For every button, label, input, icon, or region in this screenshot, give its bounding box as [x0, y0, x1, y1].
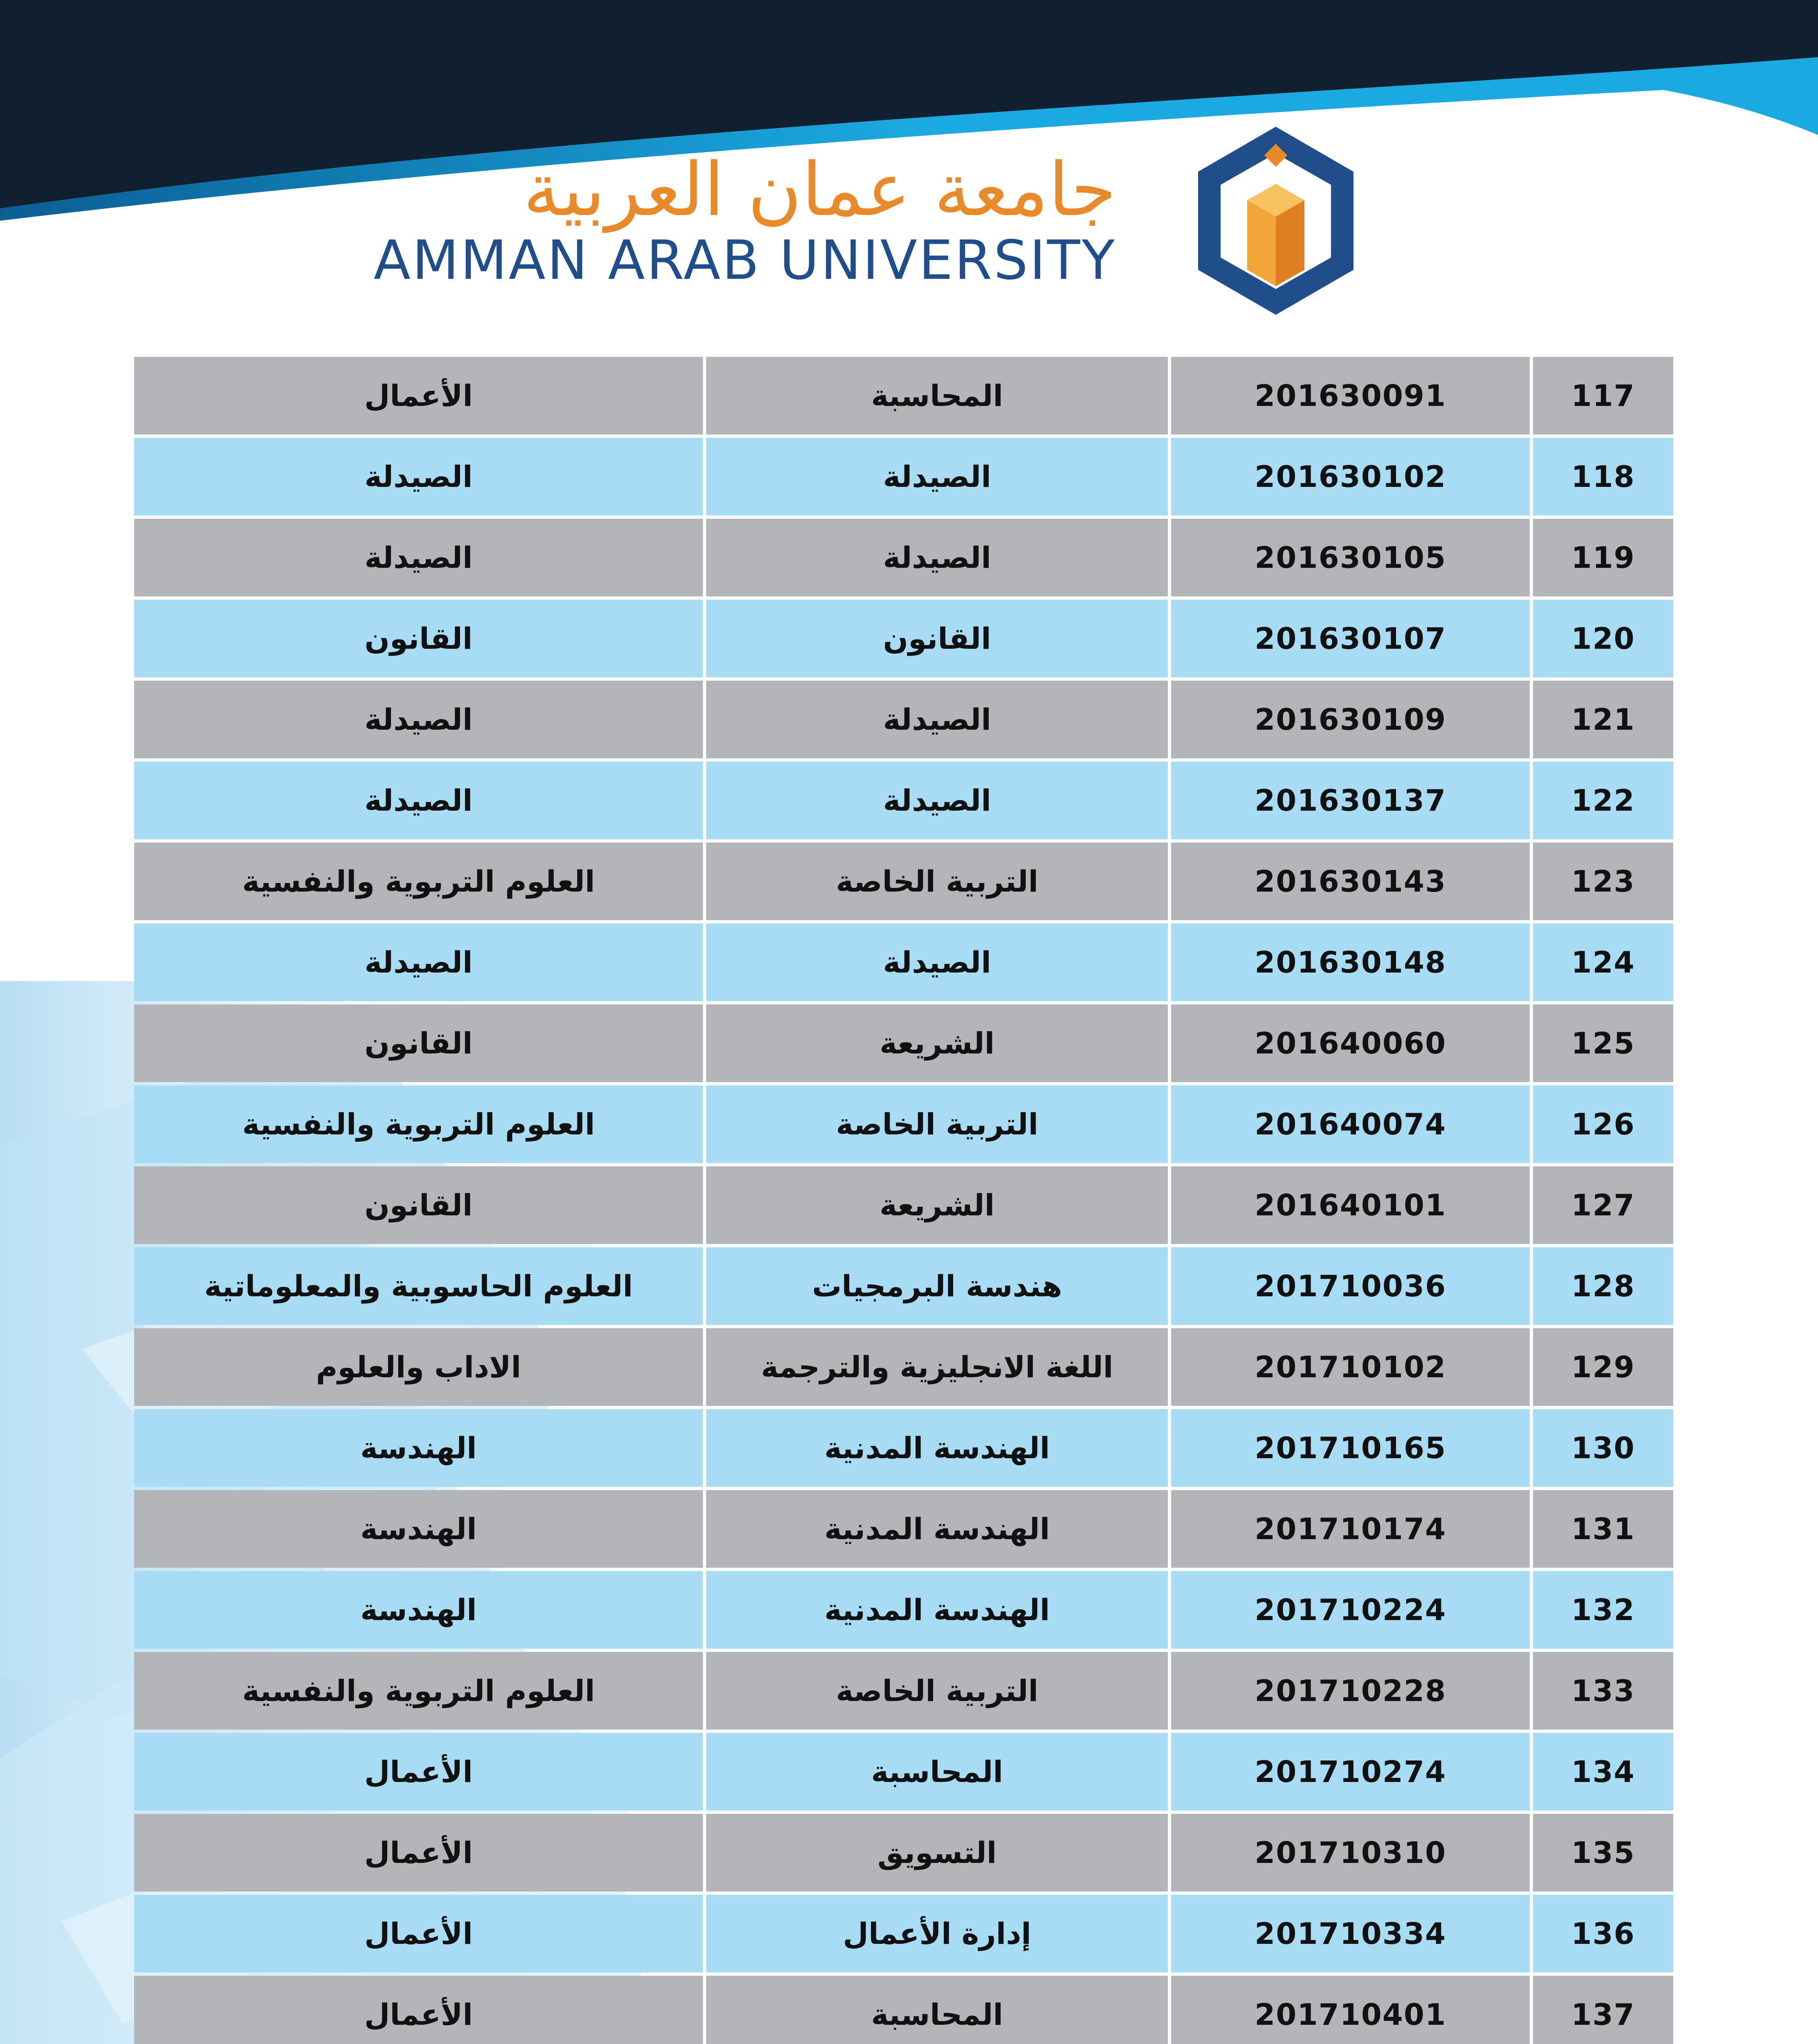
table-row: [134, 923, 1673, 1001]
table-row: [134, 1004, 1673, 1082]
row-number-cell: 123: [1533, 843, 1673, 920]
student-id-cell: 201640101: [1171, 1166, 1530, 1244]
student-id-cell: 201710102: [1171, 1328, 1530, 1406]
student-id-cell: 201710310: [1171, 1814, 1530, 1892]
table-row: [134, 1328, 1673, 1406]
major-cell: الشريعة: [706, 1166, 1168, 1244]
major-cell: إدارة الأعمال: [706, 1895, 1168, 1972]
faculty-cell: الصيدلة: [134, 681, 703, 758]
faculty-cell: الأعمال: [134, 1814, 703, 1892]
row-number-cell: 137: [1533, 1976, 1673, 2044]
major-cell: اللغة الانجليزية والترجمة: [706, 1328, 1168, 1406]
student-id-cell: 201710174: [1171, 1490, 1530, 1568]
table-row: [134, 438, 1673, 515]
major-cell: التربية الخاصة: [706, 843, 1168, 920]
table-row: [134, 1733, 1673, 1811]
row-number-cell: 134: [1533, 1733, 1673, 1811]
student-id-cell: 201630148: [1171, 923, 1530, 1001]
row-number-cell: 124: [1533, 923, 1673, 1001]
row-number-cell: 125: [1533, 1004, 1673, 1082]
major-cell: التربية الخاصة: [706, 1652, 1168, 1730]
row-number-cell: 129: [1533, 1328, 1673, 1406]
major-cell: الهندسة المدنية: [706, 1571, 1168, 1649]
logo-english-name: AMMAN ARAB UNIVERSITY: [373, 229, 1116, 292]
student-id-cell: 201640060: [1171, 1004, 1530, 1082]
major-cell: المحاسبة: [706, 357, 1168, 435]
row-number-cell: 127: [1533, 1166, 1673, 1244]
student-id-cell: 201710401: [1171, 1976, 1530, 2044]
row-number-cell: 118: [1533, 438, 1673, 515]
table-row: [134, 843, 1673, 920]
row-number-cell: 130: [1533, 1409, 1673, 1487]
faculty-cell: الصيدلة: [134, 438, 703, 515]
major-cell: الشريعة: [706, 1004, 1168, 1082]
major-cell: الصيدلة: [706, 923, 1168, 1001]
faculty-cell: القانون: [134, 600, 703, 677]
faculty-cell: الأعمال: [134, 1733, 703, 1811]
major-cell: الصيدلة: [706, 519, 1168, 596]
row-number-cell: 128: [1533, 1247, 1673, 1325]
faculty-cell: القانون: [134, 1166, 703, 1244]
faculty-cell: الهندسة: [134, 1490, 703, 1568]
students-table: [131, 354, 1677, 2044]
table-row: [134, 1247, 1673, 1325]
table-row: [134, 600, 1673, 677]
table-row: [134, 1085, 1673, 1163]
table-row: [134, 519, 1673, 596]
student-id-cell: 201710274: [1171, 1733, 1530, 1811]
table-row: [134, 1490, 1673, 1568]
table-row: [134, 681, 1673, 758]
table-row: [134, 1895, 1673, 1972]
logo-arabic-name: جامعة عمان العربية: [523, 147, 1116, 233]
student-id-cell: 201630109: [1171, 681, 1530, 758]
faculty-cell: القانون: [134, 1004, 703, 1082]
faculty-cell: الصيدلة: [134, 762, 703, 839]
row-number-cell: 132: [1533, 1571, 1673, 1649]
faculty-cell: الأعمال: [134, 1895, 703, 1972]
major-cell: التربية الخاصة: [706, 1085, 1168, 1163]
row-number-cell: 117: [1533, 357, 1673, 435]
table-row: [134, 1814, 1673, 1892]
faculty-cell: الهندسة: [134, 1571, 703, 1649]
row-number-cell: 122: [1533, 762, 1673, 839]
row-number-cell: 121: [1533, 681, 1673, 758]
row-number-cell: 119: [1533, 519, 1673, 596]
faculty-cell: الصيدلة: [134, 519, 703, 596]
faculty-cell: العلوم التربوية والنفسية: [134, 1652, 703, 1730]
major-cell: التسويق: [706, 1814, 1168, 1892]
row-number-cell: 136: [1533, 1895, 1673, 1972]
faculty-cell: الأعمال: [134, 357, 703, 435]
table-row: [134, 1652, 1673, 1730]
row-number-cell: 131: [1533, 1490, 1673, 1568]
university-logo: [373, 123, 1362, 327]
faculty-cell: العلوم التربوية والنفسية: [134, 843, 703, 920]
row-number-cell: 135: [1533, 1814, 1673, 1892]
faculty-cell: العلوم الحاسوبية والمعلوماتية: [134, 1247, 703, 1325]
major-cell: الصيدلة: [706, 438, 1168, 515]
student-id-cell: 201630091: [1171, 357, 1530, 435]
major-cell: الصيدلة: [706, 762, 1168, 839]
student-id-cell: 201630105: [1171, 519, 1530, 596]
table-row: [134, 762, 1673, 839]
row-number-cell: 126: [1533, 1085, 1673, 1163]
student-id-cell: 201710036: [1171, 1247, 1530, 1325]
major-cell: الهندسة المدنية: [706, 1409, 1168, 1487]
student-id-cell: 201630137: [1171, 762, 1530, 839]
student-id-cell: 201710224: [1171, 1571, 1530, 1649]
major-cell: الصيدلة: [706, 681, 1168, 758]
row-number-cell: 120: [1533, 600, 1673, 677]
major-cell: المحاسبة: [706, 1733, 1168, 1811]
student-id-cell: 201710165: [1171, 1409, 1530, 1487]
faculty-cell: الهندسة: [134, 1409, 703, 1487]
logo-emblem-icon: [1190, 123, 1362, 319]
major-cell: المحاسبة: [706, 1976, 1168, 2044]
major-cell: هندسة البرمجيات: [706, 1247, 1168, 1325]
student-id-cell: 201710228: [1171, 1652, 1530, 1730]
faculty-cell: الأعمال: [134, 1976, 703, 2044]
student-id-cell: 201710334: [1171, 1895, 1530, 1972]
major-cell: القانون: [706, 600, 1168, 677]
faculty-cell: الاداب والعلوم: [134, 1328, 703, 1406]
table-row: [134, 1571, 1673, 1649]
table-row: [134, 1409, 1673, 1487]
table-row: [134, 1166, 1673, 1244]
student-id-cell: 201630107: [1171, 600, 1530, 677]
table-row: [134, 1976, 1673, 2044]
major-cell: الهندسة المدنية: [706, 1490, 1168, 1568]
faculty-cell: العلوم التربوية والنفسية: [134, 1085, 703, 1163]
student-id-cell: 201630102: [1171, 438, 1530, 515]
student-id-cell: 201630143: [1171, 843, 1530, 920]
student-id-cell: 201640074: [1171, 1085, 1530, 1163]
table-row: [134, 357, 1673, 435]
faculty-cell: الصيدلة: [134, 923, 703, 1001]
row-number-cell: 133: [1533, 1652, 1673, 1730]
